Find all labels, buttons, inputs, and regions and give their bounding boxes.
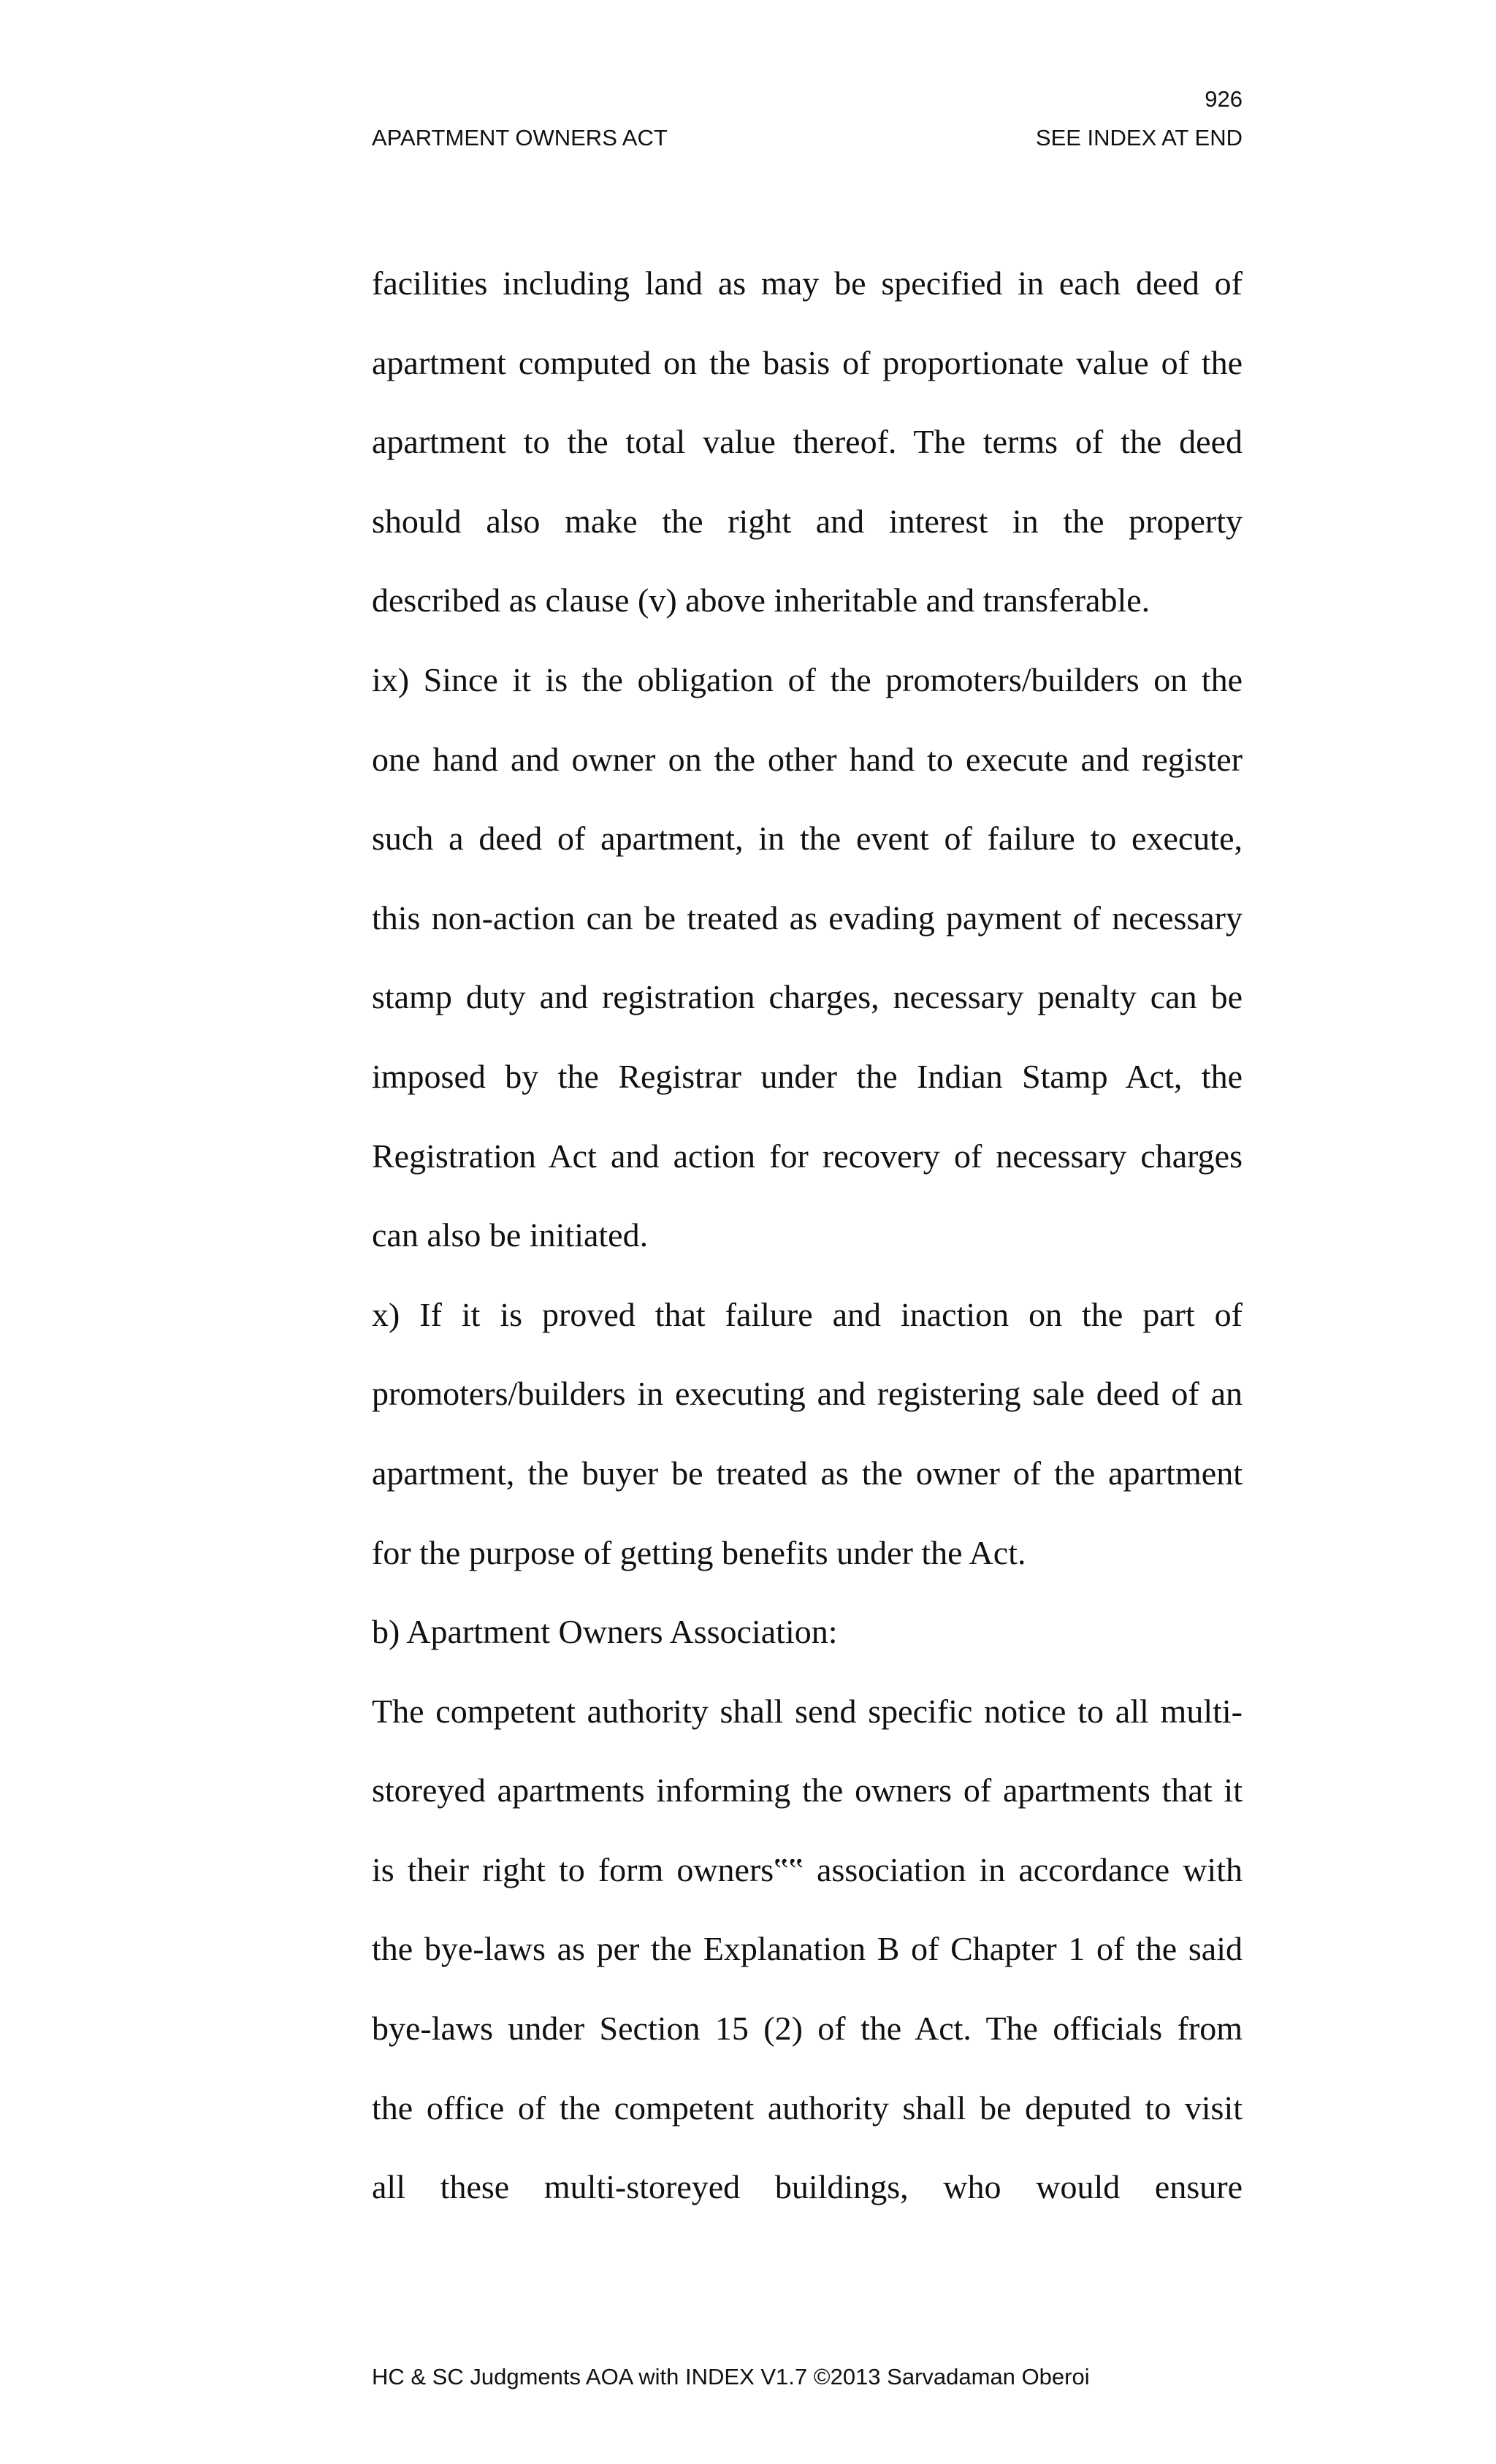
text-line: promoters/builders in executing and registering sale deed of an bbox=[372, 1375, 1243, 1413]
text-line: apartment, the buyer be treated as the owner of the apartment bbox=[372, 1454, 1243, 1492]
text-line: described as clause (v) above inheritable and transferable. bbox=[372, 581, 1150, 619]
text-line: the office of the competent authority shall be deputed to visit bbox=[372, 2089, 1243, 2127]
header-index-note: SEE INDEX AT END bbox=[1035, 125, 1243, 150]
body-text bbox=[372, 262, 1243, 2245]
page-number: 926 bbox=[1205, 86, 1243, 112]
running-header bbox=[372, 126, 1243, 149]
text-line: such a deed of apartment, in the event of failure to execute, bbox=[372, 820, 1243, 858]
text-line: imposed by the Registrar under the Indian Stamp Act, the bbox=[372, 1057, 1243, 1095]
text-line: apartment to the total value thereof. The terms of the deed bbox=[372, 423, 1243, 461]
text-line: facilities including land as may be specified in each deed of bbox=[372, 264, 1243, 302]
text-line: this non-action can be treated as evading payment of necessary bbox=[372, 899, 1243, 937]
text-line: x) If it is proved that failure and inaction on the part of bbox=[372, 1295, 1243, 1333]
text-line: for the purpose of getting benefits under the Act. bbox=[372, 1533, 1026, 1571]
text-line: apartment computed on the basis of proportionate value of the bbox=[372, 343, 1243, 381]
text-line: is their right to form owners‟‟ association in accordance with bbox=[372, 1850, 1243, 1888]
text-line: the bye-laws as per the Explanation B of Chapter 1 of the said bbox=[372, 1930, 1243, 1968]
text-line: Registration Act and action for recovery of necessary charges bbox=[372, 1137, 1243, 1175]
page-footer: HC & SC Judgments AOA with INDEX V1.7 ©2013 Sarvadaman Oberoi bbox=[372, 2364, 1090, 2389]
text-line: one hand and owner on the other hand to execute and register bbox=[372, 740, 1243, 778]
text-line: stamp duty and registration charges, necessary penalty can be bbox=[372, 978, 1243, 1016]
text-line: can also be initiated. bbox=[372, 1216, 649, 1254]
header-title: APARTMENT OWNERS ACT bbox=[372, 125, 668, 150]
text-line: b) Apartment Owners Association: bbox=[372, 1613, 838, 1651]
text-line: should also make the right and interest in the property bbox=[372, 502, 1243, 540]
text-line: The competent authority shall send specific notice to all multi- bbox=[372, 1692, 1243, 1730]
text-line: bye-laws under Section 15 (2) of the Act. The officials from bbox=[372, 2010, 1243, 2048]
text-line: storeyed apartments informing the owners of apartments that it bbox=[372, 1771, 1243, 1809]
text-line: ix) Since it is the obligation of the promoters/builders on the bbox=[372, 660, 1243, 698]
text-line: all these multi-storeyed buildings, who would ensure bbox=[372, 2168, 1243, 2206]
